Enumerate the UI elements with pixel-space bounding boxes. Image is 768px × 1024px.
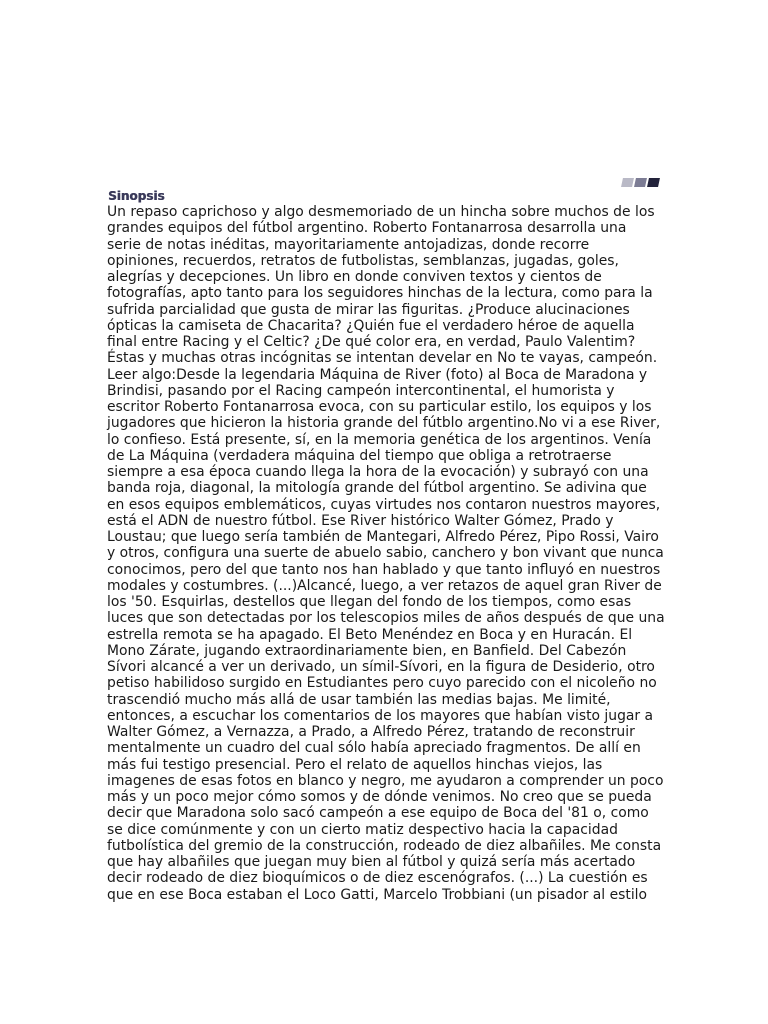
section-title: Sinopsis bbox=[108, 189, 165, 203]
block-mid bbox=[634, 178, 647, 187]
block-dark bbox=[647, 178, 660, 187]
synopsis-text: Un repaso caprichoso y algo desmemoriado de un hincha sobre muchos de los grandes equipos del fútbol argentino. Roberto Fontanarrosa desarrolla una serie de notas inéditas, mayoritariamente antojadizas, donde recorre opiniones, recuerdos, retratos de futbolistas, semblanzas, jugadas, goles, alegrías y decepciones. Un libro en donde conviven textos y cientos de fotografías, apto tanto para los seguidores hinchas de la lectura, como para la sufrida parcialidad que gusta de mirar las figuritas. ¿Produce alucinaciones ópticas la camiseta de Chacarita? ¿Quién fue el verdadero héroe de aquella final entre Racing y el Celtic? ¿De qué color era, en verdad, Paulo Valentim? Éstas y muchas otras incógnitas se intentan develar en No te vayas, campeón. Leer algo:Desde la legendaria Máquina de River (foto) al Boca de Maradona y Brindisi, pasando por el Racing campeón intercontinental, el humorista y escritor Roberto Fontanarrosa evoca, con su particular estilo, los equipos y los jugadores que hicieron la historia grande del fútblo argentino.No vi a ese River, lo confieso. Está presente, sí, en la memoria genética de los argentinos. Venía de La Máquina (verdadera máquina del tiempo que obliga a retrotraerse siempre a esa época cuando llega la hora de la evocación) y subrayó con una banda roja, diagonal, la mitología grande del fútbol argentino. Se adivina que en esos equipos emblemáticos, cuyas virtudes nos contaron nuestros mayores, está el ADN de nuestro fútbol. Ese River histórico Walter Gómez, Prado y Loustau; que luego sería también de Mantegari, Alfredo Pérez, Pipo Rossi, Vairo y otros, configura una suerte de abuelo sabio, canchero y bon vivant que nunca conocimos, pero del que tanto nos han hablado y que tanto influyó en nuestros modales y costumbres. (...)Alcancé, luego, a ver retazos de aquel gran River de los '50. Esquirlas, destellos que llegan del fondo de los tiempos, como esas luces que son detectadas por los telescopios miles de años después de que una estrella remota se ha apagado. El Beto Menéndez en Boca y en Huracán. El Mono Zárate, jugando extraordinariamente bien, en Banfield. Del Cabezón Sívori alcancé a ver un derivado, un símil-Sívori, en la figura de Desiderio, otro petiso habilidoso surgido en Estudiantes pero cuyo parecido con el nicoleño no trascendió mucho más allá de usar también las medias bajas. Me limité, entonces, a escuchar los comentarios de los mayores que habían visto jugar a Walter Gómez, a Vernazza, a Prado, a Alfredo Pérez, tratando de reconstruir mentalmente un cuadro del cual sólo había apreciado fragmentos. De allí en más fui testigo presencial. Pero el relato de aquellos hinchas viejos, las imagenes de esas fotos en blanco y negro, me ayudaron a comprender un poco más y un poco mejor cómo somos y de dónde venimos. No creo que se pueda decir que Maradona solo sacó campeón a ese equipo de Boca del '81 o, como se dice comúnmente y con un cierto matiz despectivo hacia la capacidad futbolística del gremio de la construcción, rodeado de diez albañiles. Me consta que hay albañiles que juegan muy bien al fútbol y quizá sería más acertado decir rodeado de diez bioquímicos o de diez escenógrafos. (...) La cuestión es que en ese Boca estaban el Loco Gatti, Marcelo Trobbiani (un pisador al estilo bbox=[107, 204, 665, 903]
block-light bbox=[621, 178, 634, 187]
section-header bbox=[107, 176, 667, 204]
synopsis-section bbox=[107, 176, 667, 903]
three-slanted-blocks-icon bbox=[620, 178, 660, 188]
